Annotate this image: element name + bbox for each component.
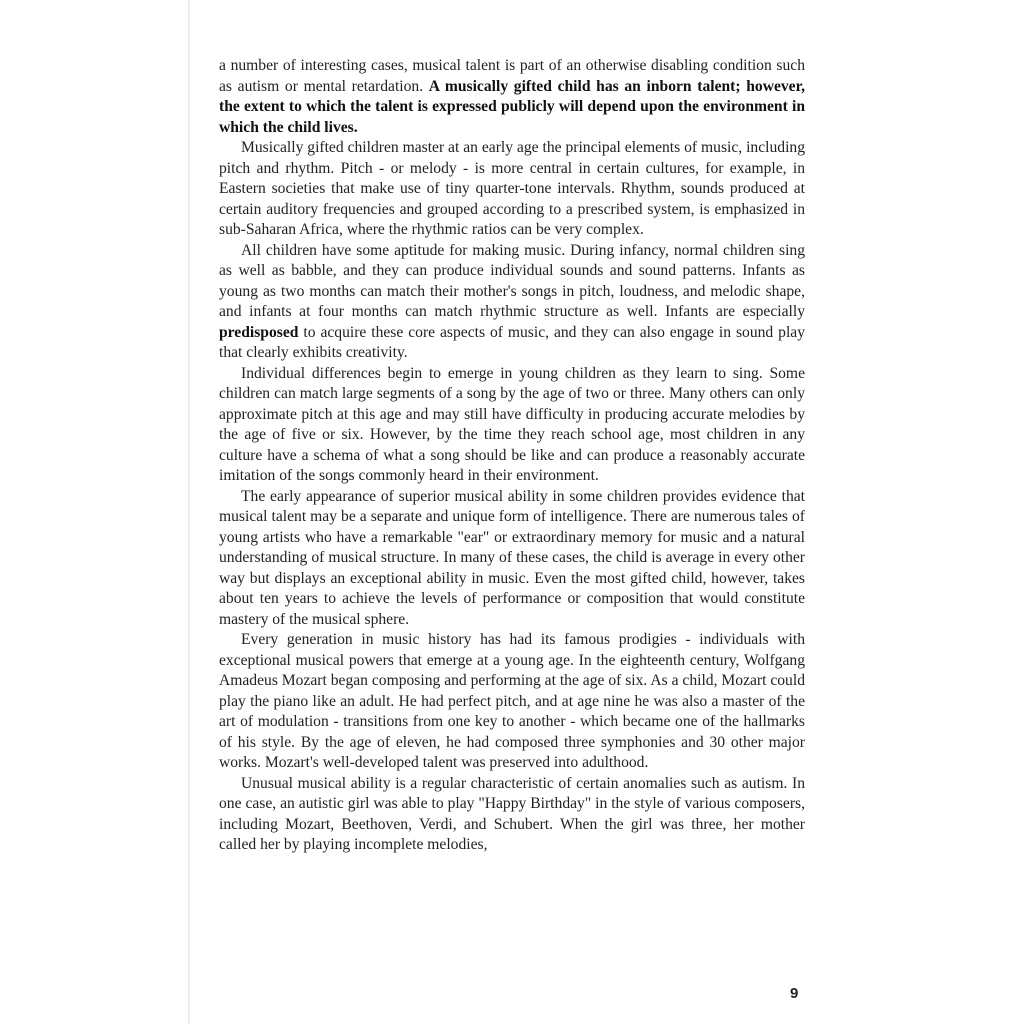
paragraph [219,774,805,856]
paragraph [219,630,805,774]
bold-text: A musically gifted child has an inborn talent; however, the extent to which the talent is expressed publicly will depend upon the environment in which the child lives. [219,77,805,136]
paragraph [219,138,805,241]
text-run: Unusual musical ability is a regular characteristic of certain anomalies such as autism. In one case, an autistic girl was able to play "Happy Birthday" in the style of various composers, including Mozart, Beethoven, Verdi, and Schubert. When the girl was three, her mother called her by playing incomplete melodies, [219,774,805,853]
bold-text: predisposed [219,323,299,341]
text-run: a number of interesting cases, musical talent is part of an otherwise disabling condition such as autism or mental retardation. [219,57,805,95]
text-run: Musically gifted children master at an early age the principal elements of music, including pitch and rhythm. Pitch - or melody - is more central in certain cultures, for example, in Eastern societies that make use of tiny quarter-tone intervals. Rhythm, sounds produced at certain auditory frequencies and grouped according to a prescribed system, is emphasized in sub-Saharan Africa, where the rhythmic ratios can be very complex. [219,139,805,238]
page-number: 9 [790,985,799,1002]
text-run: Individual differences begin to emerge in young children as they learn to sing. Some children can match large segments of a song by the age of two or three. Many others can only approximate pitch at this age and may still have difficulty in producing accurate melodies by the age of five or six. However, by the time they reach school age, most children in any culture have a schema of what a song should be like and can produce a reasonably accurate imitation of the songs commonly heard in their environment. [219,364,805,484]
paragraph [219,487,805,631]
paragraph [219,364,805,487]
text-run: The early appearance of superior musical ability in some children provides evidence that musical talent may be a separate and unique form of intelligence. There are numerous tales of young artists who have a remarkable "ear" or extraordinary memory for music and a natural understanding of musical structure. In many of these cases, the child is average in every other way but displays an exceptional ability in music. Even the most gifted child, however, takes about ten years to achieve the levels of performance or composition that would constitute mastery of the musical sphere. [219,487,805,628]
text-run: to acquire these core aspects of music, and they can also engage in sound play that clearly exhibits creativity. [219,323,805,361]
paragraph [219,241,805,364]
page-binding-edge [188,0,190,1024]
paragraph [219,56,805,138]
text-run: Every generation in music history has had its famous prodigies - individuals with exceptional musical powers that emerge at a young age. In the eighteenth century, Wolfgang Amadeus Mozart began composing and performing at the age of six. As a child, Mozart could play the piano like an adult. He had perfect pitch, and at age nine he was also a master of the art of modulation - transitions from one key to another - which became one of the hallmarks of his style. By the age of eleven, he had composed three symphonies and 30 other major works. Mozart's well-developed talent was preserved into adulthood. [219,631,805,771]
text-run: All children have some aptitude for making music. During infancy, normal children sing as well as babble, and they can produce individual sounds and sound patterns. Infants as young as two months can match their mother's songs in pitch, loudness, and melodic shape, and infants at four months can match rhythmic structure as well. Infants are especially [219,241,805,320]
body-text [219,56,805,856]
